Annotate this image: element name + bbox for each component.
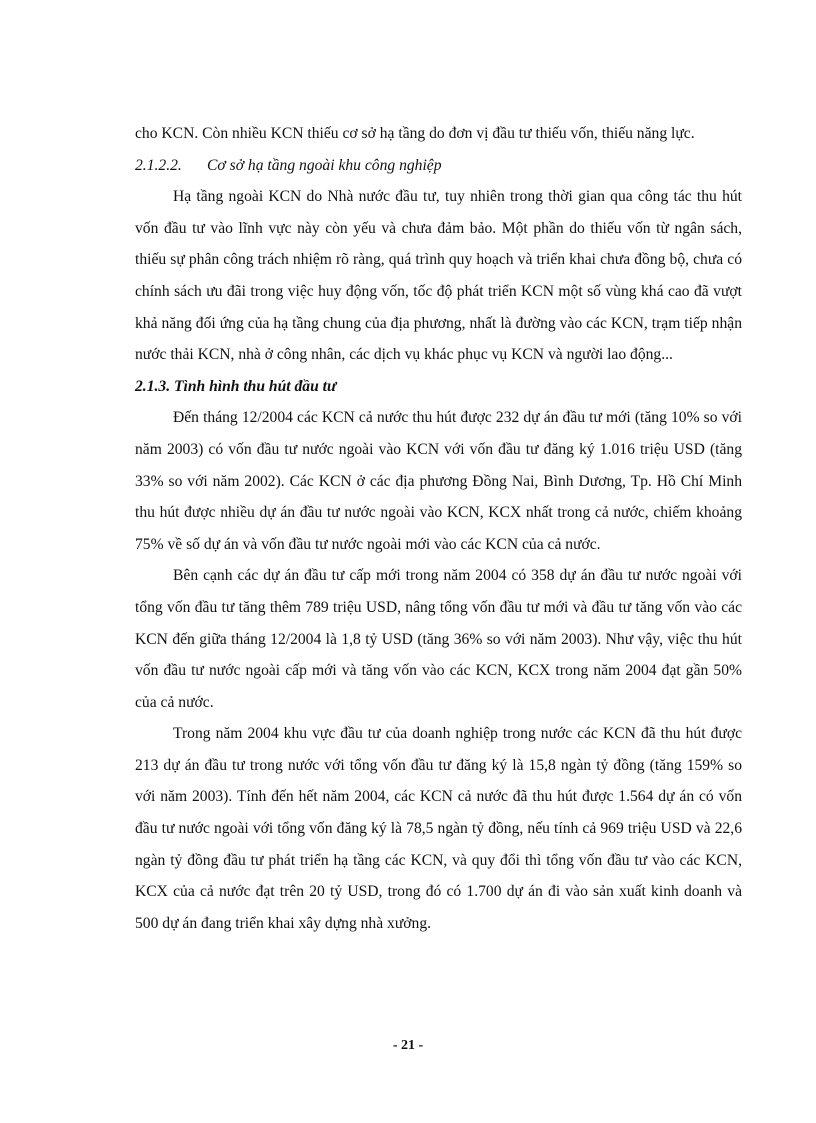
paragraph-infrastructure: Hạ tầng ngoài KCN do Nhà nước đầu tư, tuy nhiên trong thời gian qua công tác thu hút vốn đầu tư vào lĩnh vực này còn yếu và chưa đảm bảo. Một phần do thiếu vốn từ ngân sách, thiếu sự phân công trách nhiệm rõ ràng, quá trình quy hoạch và triển khai chưa đồng bộ, chưa có chính sách ưu đãi trong việc huy động vốn, tốc độ phát triển KCN một số vùng khá cao đã vượt khả năng đối ứng của hạ tầng chung của địa phương, nhất là đường vào các KCN, trạm tiếp nhận nước thải KCN, nhà ở công nhân, các dịch vụ khác phục vụ KCN và người lao động... [135, 188, 742, 364]
page-body [135, 118, 742, 939]
section-heading-2-1-2-2 [135, 150, 742, 182]
paragraph-continuation: cho KCN. Còn nhiều KCN thiếu cơ sở hạ tầng do đơn vị đầu tư thiếu vốn, thiếu năng lực. [135, 125, 695, 142]
paragraph-domestic-investment: Trong năm 2004 khu vực đầu tư của doanh nghiệp trong nước các KCN đã thu hút được 213 dự án đầu tư trong nước với tổng vốn đầu tư đăng ký là 15,8 ngàn tỷ đồng (tăng 159% so với năm 2003). Tính đến hết năm 2004, các KCN cả nước đã thu hút được 1.564 dự án có vốn đầu tư nước ngoài với tổng vốn đăng ký là 78,5 ngàn tỷ đồng, nếu tính cả 969 triệu USD và 22,6 ngàn tỷ đồng đầu tư phát triển hạ tầng các KCN, và quy đổi thì tổng vốn đầu tư vào các KCN, KCX của cả nước đạt trên 20 tỷ USD, trong đó có 1.700 dự án đi vào sản xuất kinh doanh và 500 dự án đang triển khai xây dựng nhà xưởng. [135, 725, 742, 932]
paragraph-capital-increase: Bên cạnh các dự án đầu tư cấp mới trong năm 2004 có 358 dự án đầu tư nước ngoài với tổng vốn đầu tư tăng thêm 789 triệu USD, nâng tổng vốn đầu tư mới và đầu tư tăng vốn vào các KCN đến giữa tháng 12/2004 là 1,8 tỷ USD (tăng 36% so với năm 2003). Như vậy, việc thu hút vốn đầu tư nước ngoài cấp mới và tăng vốn vào các KCN, KCX trong năm 2004 đạt gần 50% của cả nước. [135, 567, 742, 711]
paragraph-investment-2004: Đến tháng 12/2004 các KCN cả nước thu hút được 232 dự án đầu tư mới (tăng 10% so với năm 2003) có vốn đầu tư nước ngoài vào KCN với vốn đầu tư đăng ký 1.016 triệu USD (tăng 33% so với năm 2002). Các KCN ở các địa phương Đồng Nai, Bình Dương, Tp. Hồ Chí Minh thu hút được nhiều dự án đầu tư nước ngoài vào KCN, KCX nhất trong cả nước, chiếm khoảng 75% về số dự án và vốn đầu tư nước ngoài mới vào các KCN của cả nước. [135, 409, 742, 553]
page-number: - 21 - [392, 1038, 424, 1053]
section-number: 2.1.2.2. [135, 156, 182, 174]
section-title: Cơ sở hạ tầng ngoài khu công nghiệp [207, 156, 442, 174]
section-heading-2-1-3: 2.1.3. Tình hình thu hút đầu tư [135, 377, 337, 395]
